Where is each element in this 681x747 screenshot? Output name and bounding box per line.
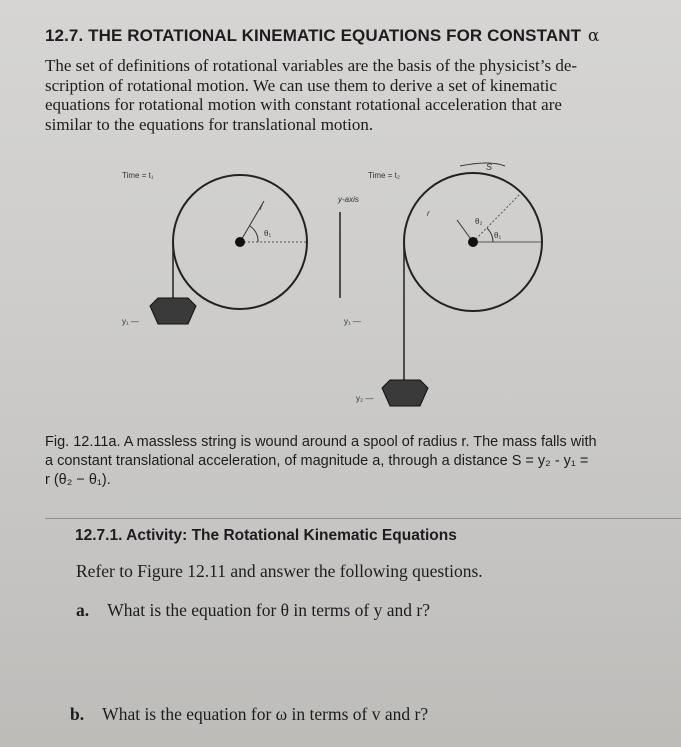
section-title — [45, 26, 600, 46]
figure-caption — [45, 433, 670, 490]
left-r-label: r — [260, 203, 263, 212]
intro-line: similar to the equations for translational motion. — [45, 114, 374, 134]
theta2-label: θ₂ — [475, 217, 483, 226]
activity-title: 12.7.1. Activity: The Rotational Kinematic Equations — [75, 527, 457, 544]
left-spool-center — [235, 237, 245, 247]
question-letter: a. — [76, 600, 90, 620]
y-axis-label: y-axis — [338, 195, 359, 204]
right-theta-arc — [487, 228, 493, 242]
right-theta1-label: θ₁ — [494, 231, 502, 240]
question-letter: b. — [70, 704, 85, 724]
caption-line: a constant translational acceleration, of magnitude a, through a distance S = y₂ - y₁ = — [45, 453, 589, 469]
s-label: S — [486, 162, 493, 172]
spool-figure — [100, 158, 560, 420]
s-arc-marker — [460, 163, 505, 166]
intro-line: The set of definitions of rotational variables are the basis of the physicist’s de- — [45, 56, 578, 75]
question-text: What is the equation for θ in terms of y and r? — [107, 600, 430, 620]
caption-line: r (θ₂ − θ₁). — [45, 472, 111, 488]
section-divider — [45, 518, 681, 519]
left-theta-arc — [250, 226, 258, 242]
left-mass — [150, 298, 196, 324]
activity-intro: Refer to Figure 12.11 and answer the following questions. — [76, 561, 483, 581]
question-a — [76, 600, 430, 621]
right-r-label: r — [427, 209, 430, 218]
left-time-label: Time = t₁ — [122, 171, 154, 180]
right-mass — [382, 380, 428, 406]
question-b — [70, 704, 428, 725]
left-y1-label: y₁ — — [122, 317, 139, 326]
right-spool-center — [468, 237, 478, 247]
theta1-label: θ₁ — [264, 229, 272, 238]
caption-line: Fig. 12.11a. A massless string is wound around a spool of radius r. The mass falls with — [45, 434, 597, 450]
right-time-label: Time = t₂ — [368, 171, 400, 180]
intro-line: scription of rotational motion. We can use them to derive a set of kinematic — [45, 75, 557, 95]
right-y1-label: y₁ — — [344, 317, 361, 326]
intro-line: equations for rotational motion with constant rotational acceleration that are — [45, 95, 562, 114]
alpha-symbol: α — [587, 26, 600, 46]
question-text: What is the equation for ω in terms of v and r? — [102, 704, 429, 724]
section-title-text: 12.7. THE ROTATIONAL KINEMATIC EQUATIONS FOR CONSTANT — [45, 26, 582, 45]
y2-label: y₂ — — [356, 394, 374, 403]
intro-paragraph — [45, 56, 660, 134]
